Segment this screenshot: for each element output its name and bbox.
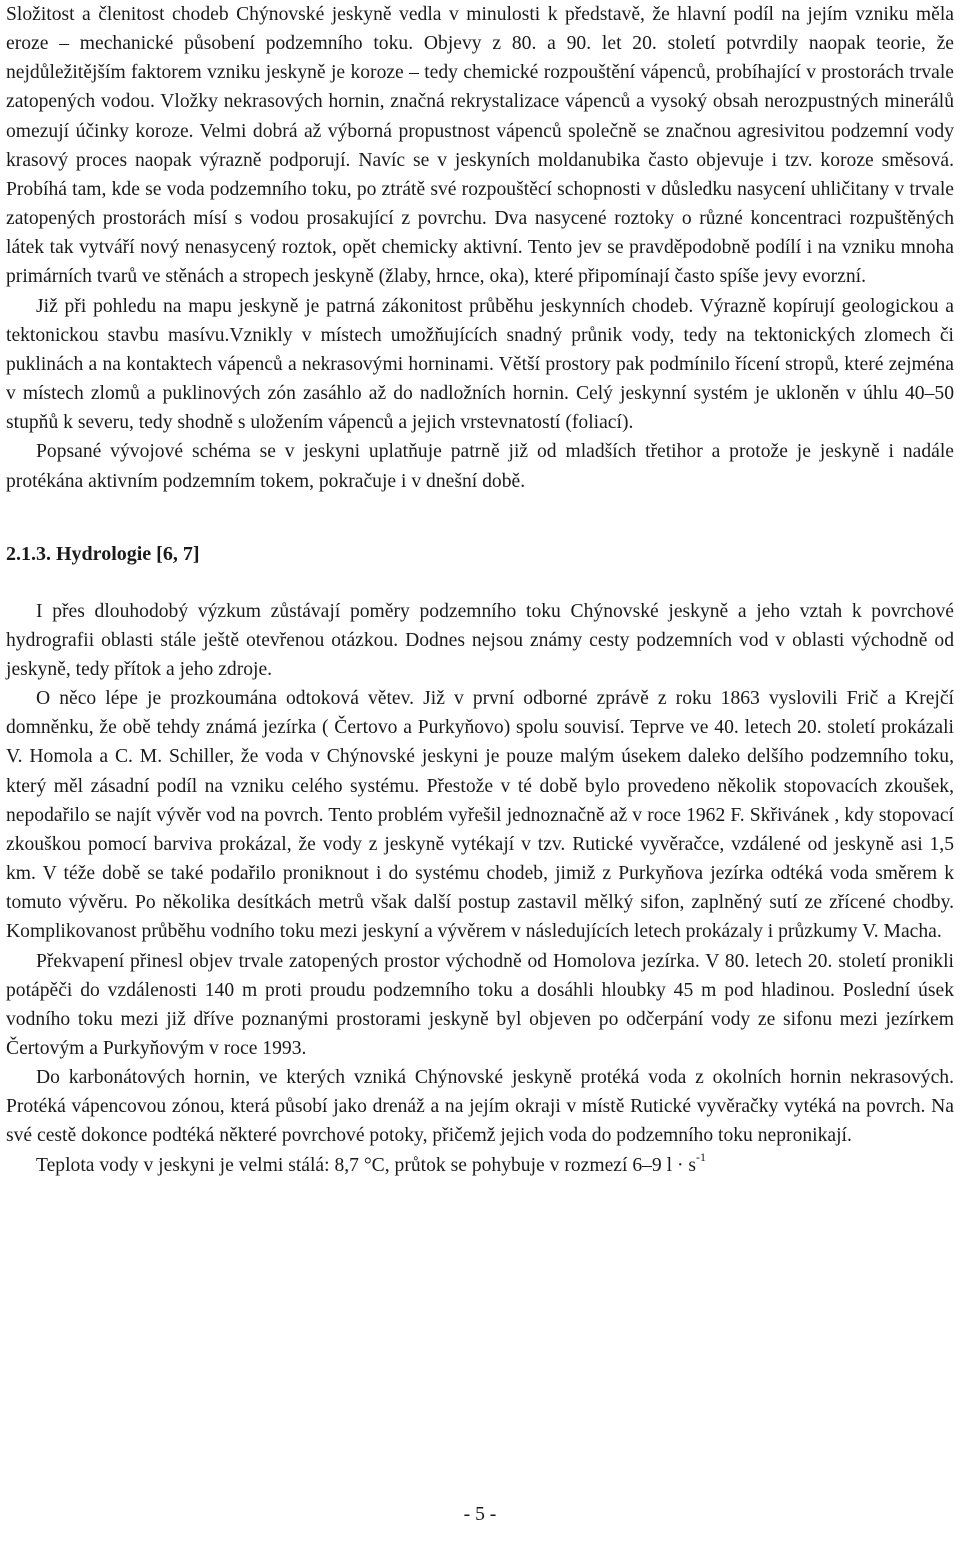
body-paragraph: I přes dlouhodobý výzkum zůstávají poměry podzemního toku Chýnovské jeskyně a jeho vztah k povrchové hydrografii oblasti stále ještě otevřenou otázkou. Dodnes nejsou známy cesty podzemních vod v oblasti východně od jeskyně, tedy přítok a jeho zdroje. [6,600,954,680]
body-paragraph: Již při pohledu na mapu jeskyně je patrná zákonitost průběhu jeskynních chodeb. Výrazně kopírují geologickou a tektonickou stavbu masívu.Vznikly v místech umožňujících snadný průnik vody, tedy na tektonických zlomech či puklinách a na kontaktech vápenců a nekrasovými horninami. Větší prostory pak podmínilo řícení stropů, které zejména v místech zlomů a puklinových zón zasáhlo až do nadložních hornin. Celý jeskynní systém je ukloněn v úhlu 40–50 stupňů k severu, tedy shodně s uložením vápenců a jejich vrstevnatostí (foliací). [6,295,954,434]
document-page [6,0,954,1180]
body-paragraph: O něco lépe je prozkoumána odtoková větev. Již v první odborné zprávě z roku 1863 vyslovili Frič a Krejčí domněnku, že obě tehdy známá jezírka ( Čertovo a Purkyňovo) spolu souvisí. Teprve ve 40. letech 20. století prokázali V. Homola a C. M. Schiller, že voda v Chýnovské jeskyni je pouze malým úsekem daleko delšího podzemního toku, který měl zásadní podíl na vzniku celého systému. Přestože v té době bylo provedeno několik stopovacích zkoušek, nepodařilo se najít vývěr vod na povrch. Tento problém vyřešil jednoznačně až v roce 1962 F. Skřivánek , kdy stopovací zkouškou pomocí barviva prokázal, že vody z jeskyně vytékají v tzv. Rutické vyvěračce, vzdálené od jeskyně asi 1,5 km. V téže době se také podařilo proniknout i do systému chodeb, jimiž z Purkyňova jezírka odtéká voda směrem k tomuto vývěru. Po několika desítkách metrů však další postup zastavil mělký sifon, zaplněný sutí ze zřícené chodby. Komplikovanost průběhu vodního toku mezi jeskyní a vývěrem v následujících letech prokázaly i průzkumy V. Macha. [6,688,954,943]
body-paragraph: Do karbonátových hornin, ve kterých vzniká Chýnovské jeskyně protéká voda z okolních hornin nekrasových. Protéká vápencovou zónou, která působí jako drenáž a na jejím okraji v místě Rutické vyvěračky vytéká na povrch. Na své cestě dokonce podtéká některé povrchové potoky, přičemž jejich voda do podzemního toku nepronikají. [6,1067,954,1147]
body-paragraph [6,1151,954,1180]
body-paragraph: Složitost a členitost chodeb Chýnovské jeskyně vedla v minulosti k představě, že hlavní podíl na jejím vzniku měla eroze – mechanické působení podzemního toku. Objevy z 80. a 90. let 20. století potvrdily naopak teorie, že nejdůležitějším faktorem vzniku jeskyně je koroze – tedy chemické rozpouštění vápenců, probíhající v prostorách trvale zatopených vodou. Vložky nekrasových hornin, značná rekrystalizace vápenců a vysoký obsah nerozpustných minerálů omezují účinky koroze. Velmi dobrá až výborná propustnost vápenců společně se značnou agresivitou podzemní vody krasový proces naopak výrazně podporují. Navíc se v jeskyních moldanubika často objevuje i tzv. koroze směsová. Probíhá tam, kde se voda podzemního toku, po ztrátě své rozpouštěcí schopnosti v důsledku nasycení uhličitany v trvale zatopených prostorách mísí s vodou prosakující z povrchu. Dva nasycené roztoky o různé koncentraci rozpuštěných látek tak vytváří nový nenasycený roztok, opět chemicky aktivní. Tento jev se pravděpodobně podílí i na vzniku mnoha primárních tvarů ve stěnách a stropech jeskyně (žlaby, hrnce, oka), které připomínají často spíše jevy evorzní. [6,4,954,288]
page-number: - 5 - [463,1504,497,1525]
body-paragraph: Překvapení přinesl objev trvale zatopených prostor východně od Homolova jezírka. V 80. letech 20. století pronikli potápěči do vzdálenosti 140 m proti proudu podzemního toku a dosáhli hloubky 45 m pod hladinou. Poslední úsek vodního toku mezi již dříve poznanými prostorami jeskyně byl objeven po odčerpání vody ze sifonu mezi jezírkem Čertovým a Purkyňovým v roce 1993. [6,950,954,1059]
exponent: -1 [696,1150,707,1165]
body-paragraph: Popsané vývojové schéma se v jeskyni uplatňuje patrně již od mladších třetihor a protože je jeskyně i nadále protékána aktivním podzemním tokem, pokračuje i v dnešní době. [6,441,954,492]
section-heading: 2.1.3. Hydrologie [6, 7] [6,542,200,565]
temperature-text: Teplota vody v jeskyni je velmi stálá: 8,7 °C, průtok se pohybuje v rozmezí 6–9 l · s [36,1154,697,1176]
